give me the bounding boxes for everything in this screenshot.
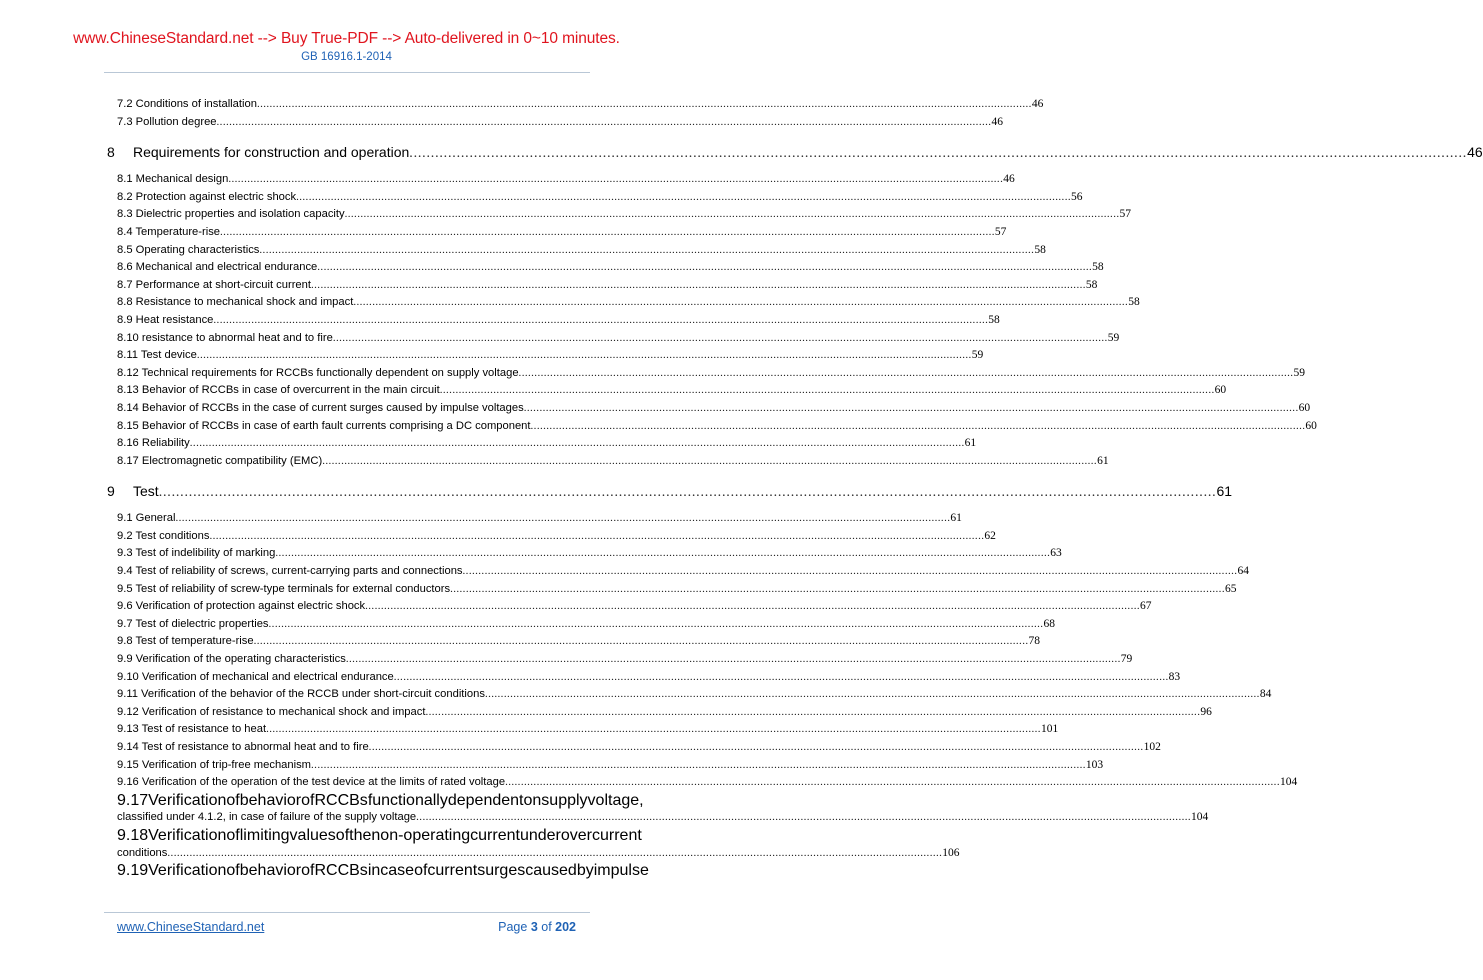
entry-title: 9.5 Test of reliability of screw-type terminals for external conductors [117, 582, 451, 595]
entry-title: 8.1 Mechanical design [117, 173, 229, 186]
dot-leader [416, 809, 1191, 827]
entry-title: 8.13 Behavior of RCCBs in case of overcurrent in the main circuit [117, 384, 440, 397]
section-page: 61 [1216, 483, 1233, 500]
page-counter [498, 920, 576, 934]
entry-title: 9.15 Verification of trip-free mechanism [117, 758, 312, 771]
toc-entry[interactable] [117, 259, 1104, 277]
word: Verification [148, 862, 227, 880]
page-of: of [537, 920, 556, 934]
entry-page: 58 [1128, 296, 1140, 309]
dot-leader [365, 598, 1140, 616]
entry-title: 9.14 Test of resistance to abnormal heat and to fire [117, 741, 369, 753]
word: the [349, 826, 372, 844]
toc-entry[interactable] [117, 312, 1000, 330]
dot-leader [209, 528, 984, 546]
entry-title: 8.4 Temperature-rise [117, 225, 221, 238]
entry-page: 63 [1050, 547, 1062, 560]
dot-leader [228, 171, 1003, 189]
entry-page: 101 [1040, 723, 1059, 736]
toc-entry[interactable] [117, 774, 1298, 792]
section-title: Test [133, 483, 159, 500]
page-prefix: Page [498, 920, 531, 934]
toc-entry[interactable] [117, 242, 1046, 260]
entry-page: 57 [994, 225, 1007, 238]
word: non-operating [371, 826, 471, 844]
entry-title: 9.1 General [117, 512, 176, 525]
word: of [414, 862, 428, 880]
entry-page: 46 [991, 115, 1003, 128]
toc-entry[interactable] [117, 435, 977, 453]
toc-entry[interactable] [117, 633, 1040, 651]
entry-page: 106 [942, 846, 960, 859]
toc-entry-9-19[interactable] [117, 862, 649, 880]
entry-title: 8.17 Electromagnetic compatibility (EMC) [117, 454, 323, 467]
dot-leader [505, 774, 1280, 792]
toc-entry-9-17[interactable] [117, 791, 1209, 827]
toc-entry[interactable] [117, 382, 1227, 400]
entry-title: 8.14 Behavior of RCCBs in the case of current surges caused by impulse voltages [117, 401, 524, 414]
entry-page: 67 [1140, 600, 1152, 613]
dot-leader [519, 365, 1294, 383]
word: 9.18 [117, 826, 149, 844]
entry-title: 9.6 Verification of protection against electric shock [117, 600, 366, 613]
entry-title: 8.6 Mechanical and electrical endurance [117, 261, 318, 274]
dot-leader [296, 189, 1071, 207]
dot-leader [317, 259, 1092, 277]
standard-number: GB 16916.1-2014 [301, 51, 392, 63]
entry-page: 102 [1143, 741, 1161, 753]
toc-entry[interactable] [117, 721, 1059, 739]
entry-title-line1 [117, 826, 642, 845]
toc-entries-section-8 [117, 171, 1317, 470]
page-total: 202 [555, 920, 576, 934]
toc-entry[interactable] [117, 453, 1109, 471]
dot-leader [197, 347, 972, 365]
word: case [380, 862, 415, 880]
entry-title: 8.5 Operating characteristics [117, 243, 260, 256]
dot-leader [369, 739, 1144, 757]
word: under [519, 826, 561, 844]
dot-leader [269, 616, 1044, 634]
toc-entry[interactable] [117, 669, 1181, 687]
entry-title: 9.13 Test of resistance to heat [117, 723, 267, 736]
toc-entry[interactable] [117, 114, 1003, 132]
word: of [335, 826, 350, 844]
toc-entry[interactable] [117, 294, 1140, 312]
dot-leader [254, 633, 1029, 651]
entry-title: 8.2 Protection against electric shock [117, 190, 297, 203]
dot-leader [167, 845, 942, 863]
dot-leader [311, 757, 1086, 775]
dot-leader [450, 581, 1225, 599]
dot-leader [220, 224, 995, 242]
toc-entry[interactable] [117, 651, 1133, 669]
entry-page: 79 [1120, 653, 1133, 666]
entry-title: 8.8 Resistance to mechanical shock and impact [117, 296, 354, 309]
toc-entry[interactable] [117, 510, 962, 528]
entry-title: 9.3 Test of indelibility of marking [117, 547, 276, 560]
entry-page: 59 [1293, 366, 1305, 379]
dot-leader [190, 435, 965, 453]
header-divider [104, 72, 590, 73]
entry-page: 60 [1305, 419, 1317, 432]
entry-title: 9.10 Verification of mechanical and electrical endurance [117, 670, 394, 683]
entry-page: 46 [1031, 98, 1044, 110]
dot-leader [394, 669, 1169, 687]
toc-entry[interactable] [117, 545, 1062, 563]
toc-entry[interactable] [117, 528, 996, 546]
toc-entry[interactable] [117, 206, 1132, 224]
word: caused [525, 862, 577, 880]
entry-title: 9.7 Test of dielectric properties [117, 617, 269, 630]
entry-page: 64 [1237, 565, 1249, 578]
entry-page: 58 [988, 313, 1000, 326]
entry-title-line2: conditions [117, 846, 168, 859]
word: current [470, 826, 520, 844]
toc-entries-section-9 [117, 510, 1298, 792]
entry-title: 8.16 Reliability [117, 437, 190, 450]
toc-entry[interactable] [117, 96, 1044, 114]
word: of [226, 862, 240, 880]
entry-title-line1 [117, 791, 644, 810]
entry-page: 57 [1119, 208, 1132, 221]
page-current: 3 [530, 920, 538, 934]
dot-leader [159, 482, 1217, 504]
dot-leader [322, 453, 1097, 471]
dot-leader [353, 294, 1128, 312]
dot-leader [217, 114, 992, 132]
dot-leader [346, 651, 1121, 669]
footer-divider [104, 912, 590, 913]
toc-section-9-heading[interactable] [107, 480, 1233, 502]
entry-page: 62 [984, 529, 996, 542]
entry-page: 59 [1107, 331, 1120, 344]
entry-page: 60 [1214, 384, 1227, 397]
entry-page: 65 [1224, 582, 1237, 595]
entry-title: 8.10 resistance to abnormal heat and to fire [117, 331, 333, 344]
toc-entry[interactable] [117, 686, 1272, 704]
word: voltage, [587, 791, 644, 809]
section-page: 46 [1467, 144, 1483, 161]
entry-page: 68 [1043, 617, 1055, 630]
toc-entry[interactable] [117, 739, 1161, 757]
entry-page: 104 [1191, 811, 1209, 824]
dot-leader [524, 400, 1299, 418]
dot-leader [531, 418, 1306, 436]
word: of [301, 791, 315, 809]
entry-title: 8.15 Behavior of RCCBs in case of earth fault currents comprising a DC component [117, 419, 531, 432]
entry-title: 9.9 Verification of the operating characteristics [117, 653, 346, 666]
dot-leader [259, 242, 1034, 260]
entry-title: 9.12 Verification of resistance to mechanical shock and impact [117, 705, 426, 718]
word: of [226, 826, 240, 844]
toc-entry[interactable] [117, 400, 1311, 418]
word: behavior [239, 862, 302, 880]
toc-entry-9-18[interactable] [117, 826, 960, 862]
toc-section-8-heading[interactable] [107, 141, 1483, 163]
toc-entry[interactable] [117, 757, 1104, 775]
purchase-banner[interactable]: www.ChineseStandard.net --> Buy True-PDF --> Auto-delivered in 0~10 minutes. [73, 30, 620, 47]
dot-leader [463, 563, 1238, 581]
toc-entry[interactable] [117, 224, 1007, 242]
toc-entry[interactable] [117, 563, 1249, 581]
toc-entry[interactable] [117, 598, 1152, 616]
word: 9.17 [117, 791, 149, 809]
entry-page: 104 [1279, 776, 1298, 789]
word: by [576, 862, 594, 880]
entry-page: 84 [1259, 688, 1272, 701]
dot-leader [257, 96, 1032, 114]
toc-entry[interactable] [117, 277, 1098, 295]
entry-page: 60 [1298, 401, 1311, 414]
word: dependent [447, 791, 524, 809]
dot-leader [275, 545, 1050, 563]
toc-entry[interactable] [117, 171, 1015, 189]
entry-title: 8.9 Heat resistance [117, 313, 214, 326]
dot-leader [409, 143, 1467, 165]
word: functionally [367, 791, 448, 809]
entry-page: 96 [1200, 705, 1212, 718]
dot-leader [213, 312, 988, 330]
entry-page: 58 [1034, 243, 1046, 256]
toc-entry[interactable] [117, 616, 1055, 634]
dot-leader [485, 686, 1260, 704]
entry-title: 8.12 Technical requirements for RCCBs functionally dependent on supply voltage [117, 366, 519, 379]
entry-page: 61 [950, 512, 962, 525]
word: 9.19 [117, 862, 149, 880]
entry-page: 58 [1092, 261, 1104, 274]
toc-entry[interactable] [117, 365, 1305, 383]
toc-entry[interactable] [117, 347, 984, 365]
dot-leader [333, 330, 1108, 348]
word: supply [541, 791, 588, 809]
entry-title-line1 [117, 862, 649, 880]
entry-title: 8.3 Dielectric properties and isolation capacity [117, 208, 345, 221]
word: RCCBs [314, 791, 368, 809]
word: overcurrent [560, 826, 642, 844]
word: impulse [593, 862, 649, 880]
toc-entry[interactable] [117, 581, 1237, 599]
word: behavior [239, 791, 302, 809]
dot-leader [345, 206, 1120, 224]
dot-leader [425, 704, 1200, 722]
dot-leader [311, 277, 1086, 295]
dot-leader [440, 382, 1215, 400]
word: Verification [148, 791, 227, 809]
word: of [226, 791, 240, 809]
toc-entry[interactable] [117, 704, 1212, 722]
section-number: 8 [107, 144, 115, 161]
entry-page: 61 [964, 437, 977, 450]
dot-leader [266, 721, 1041, 739]
table-of-contents [107, 96, 1483, 880]
section-number: 9 [107, 483, 115, 500]
entry-page: 61 [1097, 454, 1109, 467]
entry-title: 9.16 Verification of the operation of the test device at the limits of rated voltage [117, 776, 506, 789]
entry-title: 9.11 Verification of the behavior of the RCCB under short-circuit conditions [117, 688, 485, 701]
toc-entry[interactable] [117, 418, 1317, 436]
word: current [427, 862, 478, 880]
footer-site-link[interactable]: www.ChineseStandard.net [117, 920, 265, 934]
entry-page: 78 [1028, 635, 1040, 648]
section-title: Requirements for construction and operation [133, 144, 410, 161]
toc-entry[interactable] [117, 330, 1120, 348]
toc-entry[interactable] [117, 189, 1083, 207]
entry-page: 83 [1168, 670, 1181, 683]
word: on [523, 791, 542, 809]
word: limiting [239, 826, 290, 844]
entry-page: 56 [1071, 190, 1083, 203]
entry-page: 58 [1085, 278, 1098, 291]
entry-title: 7.3 Pollution degree [117, 115, 217, 128]
toc-entries-section-7 [117, 96, 1044, 131]
entry-title: 9.8 Test of temperature-rise [117, 635, 254, 648]
word: of [301, 862, 315, 880]
word: Verification [148, 826, 227, 844]
word: surges [477, 862, 526, 880]
entry-page: 103 [1085, 758, 1104, 771]
entry-title: 7.2 Conditions of installation [117, 98, 257, 110]
entry-title: 8.11 Test device [117, 349, 197, 362]
word: in [367, 862, 381, 880]
dot-leader [175, 510, 950, 528]
entry-title: 9.2 Test conditions [117, 529, 210, 542]
word: RCCBs [314, 862, 368, 880]
entry-title: 8.7 Performance at short-circuit current [117, 278, 311, 291]
word: values [289, 826, 336, 844]
entry-title: 9.4 Test of reliability of screws, current-carrying parts and connections [117, 565, 463, 578]
entry-page: 59 [971, 349, 984, 362]
entry-page: 46 [1003, 173, 1015, 186]
entry-title-line2: classified under 4.1.2, in case of failure of the supply voltage [117, 811, 417, 824]
